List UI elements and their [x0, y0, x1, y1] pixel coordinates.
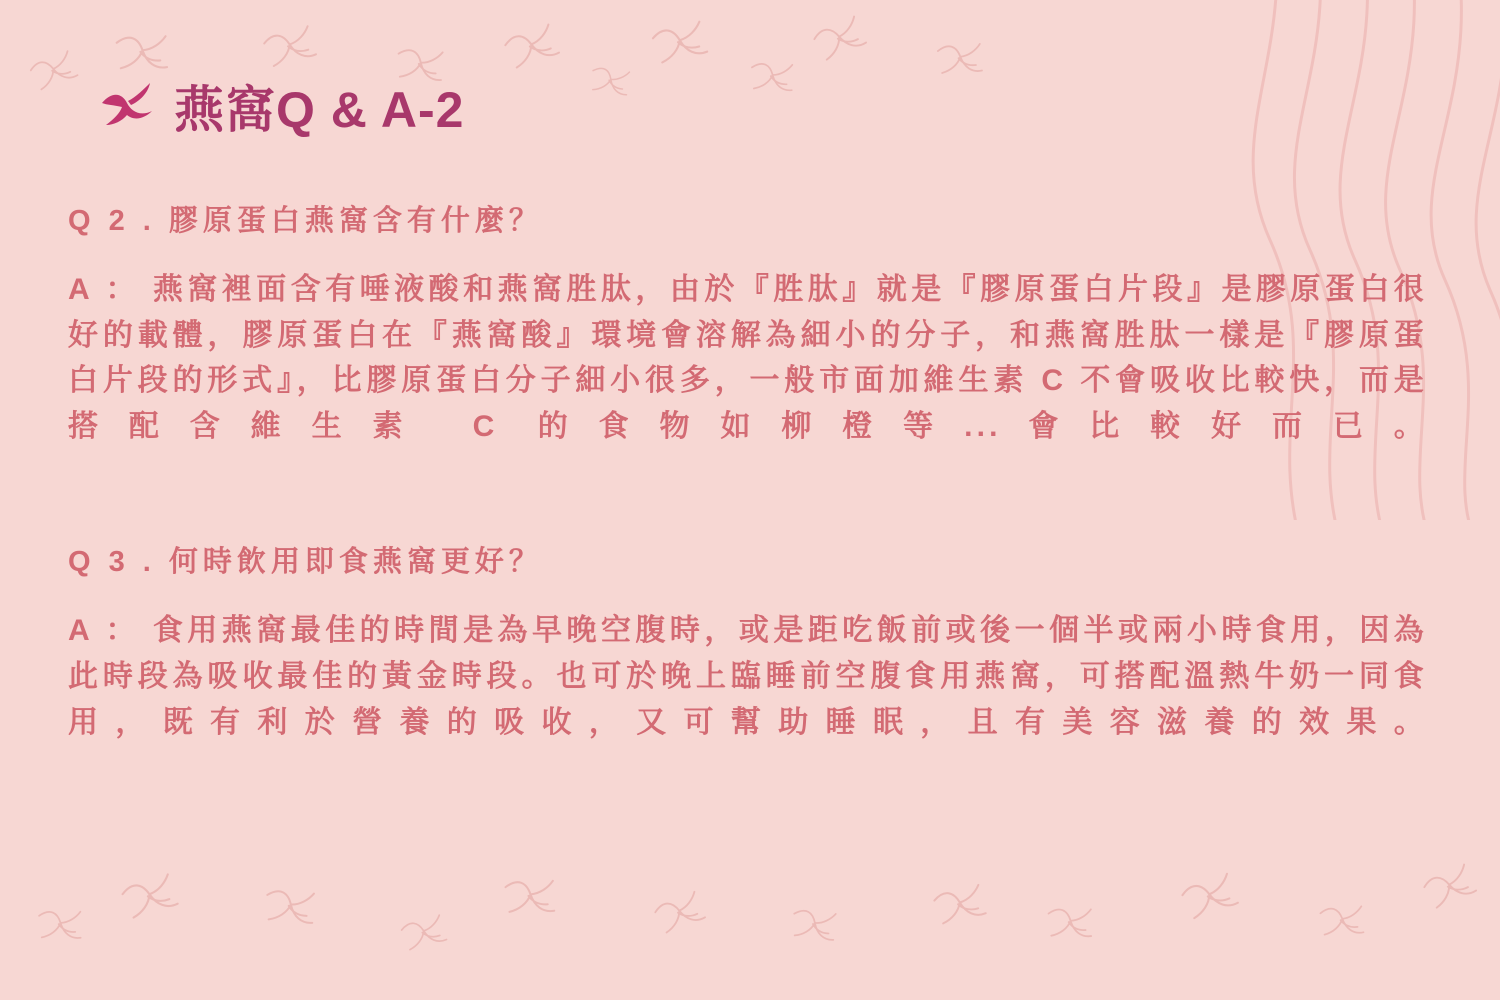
swallow-decoration-icon [1417, 859, 1483, 917]
swallow-decoration-icon [25, 46, 84, 97]
swallow-decoration-icon [1040, 898, 1099, 949]
swallow-decoration-icon [932, 36, 989, 84]
question-text: Q 3 . 何時飲用即食燕窩更好？ [68, 546, 543, 579]
section-spacer [68, 483, 1428, 539]
swallow-decoration-icon [498, 870, 563, 926]
swallow-decoration-icon [499, 19, 565, 76]
swallow-decoration-icon [256, 878, 323, 937]
swallow-decoration-icon [807, 11, 873, 69]
page-title: 燕窩Q & A-2 [174, 82, 465, 138]
swallow-decoration-icon [397, 911, 451, 957]
swallow-decoration-icon [649, 887, 711, 942]
answer-text: A ： 食用燕窩最佳的時間是為早晚空腹時，或是距吃飯前或後一個半或兩小時食用，因為此時段為吸收最佳的黃金時段。也可於晚上臨睡前空腹食用燕窩，可搭配溫熱牛奶一同食用，既有利於營養的吸收，又可幫助睡眠，且有美容滋養的效果。 [68, 614, 1428, 739]
qa-block [68, 198, 1428, 449]
answer-text: A ： 燕窩裡面含有唾液酸和燕窩胜肽，由於『胜肽』就是『膠原蛋白片段』是膠原蛋白很好的載體，膠原蛋白在『燕窩酸』環境會溶解為細小的分子，和燕窩胜肽一樣是『膠原蛋白片段的形式』，比膠原蛋白分子細小很多，一般市面加維生素 C 不會吸收比較快，而是搭配含維生素 C 的食物如柳橙等...會比較好而已。 [68, 273, 1428, 443]
qa-block [68, 539, 1428, 745]
swallow-logo-icon [100, 81, 156, 131]
swallow-decoration-icon [743, 53, 800, 103]
swallow-decoration-icon [31, 901, 89, 951]
swallow-decoration-icon [583, 58, 637, 106]
swallow-decoration-icon [1176, 868, 1244, 927]
swallow-decoration-icon [648, 17, 712, 71]
qa-content [68, 198, 1428, 779]
swallow-decoration-icon [259, 22, 321, 75]
swallow-decoration-icon [1314, 899, 1369, 946]
page-header [100, 70, 465, 142]
swallow-decoration-icon [784, 899, 845, 953]
swallow-decoration-icon [116, 869, 183, 926]
swallow-decoration-icon [930, 881, 991, 932]
question-text: Q 2 . 膠原蛋白燕窩含有什麼？ [68, 205, 543, 237]
